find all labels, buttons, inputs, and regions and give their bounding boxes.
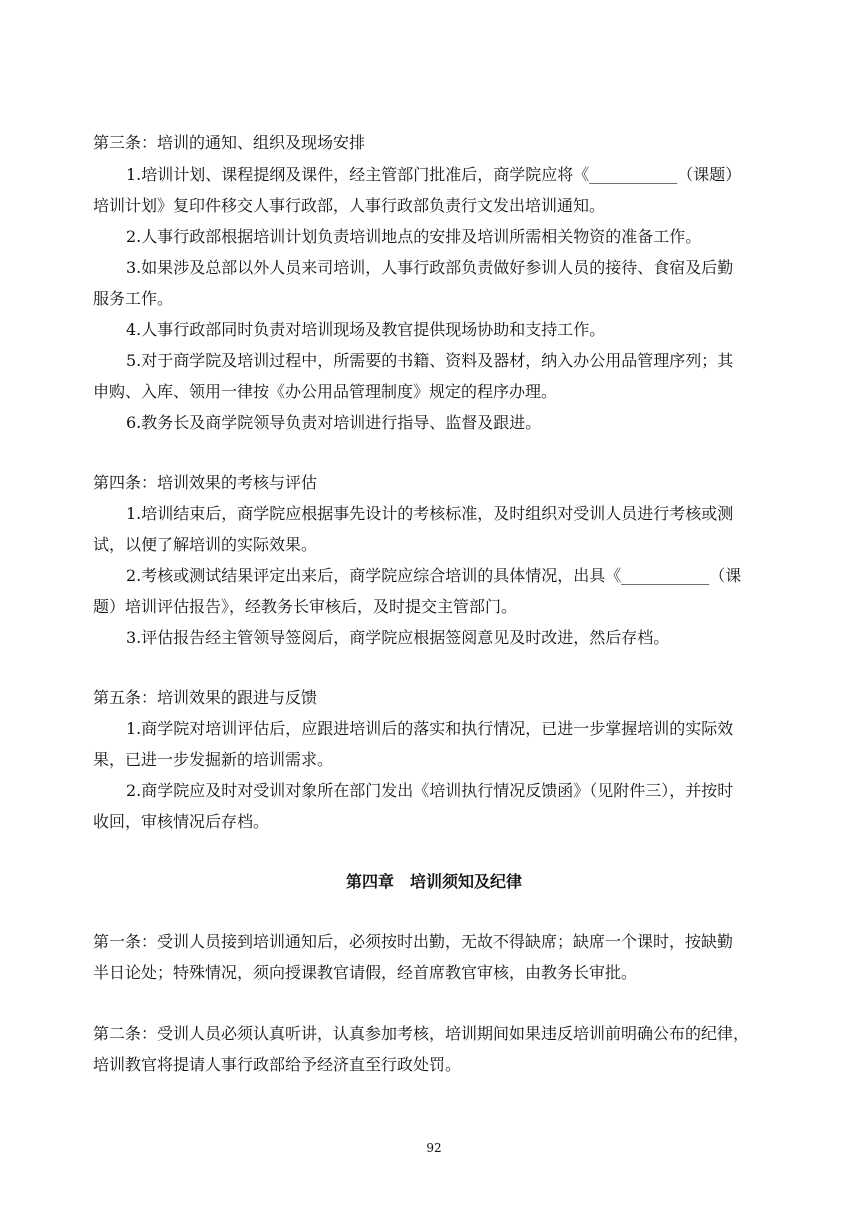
paragraph: 2.人事行政部根据培训计划负责培训地点的安排及培训所需相关物资的准备工作。	[126, 227, 702, 246]
paragraph: 题）培训评估报告》，经教务长审核后，及时提交主管部门。	[93, 597, 518, 616]
paragraph: 1.培训计划、课程提纲及课件，经主管部门批准后，商学院应将《___________（课题）	[126, 165, 742, 184]
article-1-text: 半日论处；特殊情况，须向授课教官请假，经首席教官审核，由教务长审批。	[93, 963, 638, 982]
paragraph: 2.考核或测试结果评定出来后，商学院应综合培训的具体情况，出具《___________（课	[126, 566, 742, 585]
paragraph: 2.商学院应及时对受训对象所在部门发出《培训执行情况反馈函》（见附件三），并按时	[126, 781, 734, 800]
paragraph: 收回，审核情况后存档。	[93, 812, 270, 831]
page-number: 92	[426, 1141, 442, 1155]
article-2-text: 培训教官将提请人事行政部给予经济直至行政处罚。	[93, 1055, 462, 1074]
paragraph: 4.人事行政部同时负责对培训现场及教官提供现场协助和支持工作。	[126, 320, 606, 339]
paragraph: 5.对于商学院及培训过程中，所需要的书籍、资料及器材，纳入办公用品管理序列；其	[126, 351, 734, 370]
paragraph: 申购、入库、领用一律按《办公用品管理制度》规定的程序办理。	[93, 382, 558, 401]
paragraph: 6.教务长及商学院领导负责对培训进行指导、监督及跟进。	[126, 413, 542, 432]
article-4-title: 第四条：培训效果的考核与评估	[93, 473, 318, 492]
paragraph: 3.评估报告经主管领导签阅后，商学院应根据签阅意见及时改进，然后存档。	[126, 628, 670, 647]
article-5-title: 第五条：培训效果的跟进与反馈	[93, 688, 318, 707]
article-1-text: 第一条：受训人员接到培训通知后，必须按时出勤，无故不得缺席；缺席一个课时，按缺勤	[93, 932, 734, 951]
paragraph: 1.商学院对培训评估后，应跟进培训后的落实和执行情况，已进一步掌握培训的实际效	[126, 719, 734, 738]
article-3-title: 第三条：培训的通知、组织及现场安排	[93, 133, 366, 152]
paragraph: 1.培训结束后，商学院应根据事先设计的考核标准，及时组织对受训人员进行考核或测	[126, 504, 734, 523]
article-2-text: 第二条：受训人员必须认真听讲，认真参加考核，培训期间如果违反培训前明确公布的纪律，	[93, 1024, 750, 1043]
paragraph: 服务工作。	[93, 289, 174, 308]
paragraph: 果，已进一步发掘新的培训需求。	[93, 750, 334, 769]
paragraph: 培训计划》复印件移交人事行政部，人事行政部负责行文发出培训通知。	[93, 196, 606, 215]
paragraph: 3.如果涉及总部以外人员来司培训，人事行政部负责做好参训人员的接待、食宿及后勤	[126, 258, 734, 277]
paragraph: 试，以便了解培训的实际效果。	[93, 535, 318, 554]
chapter-title: 第四章 培训须知及纪律	[345, 872, 522, 891]
